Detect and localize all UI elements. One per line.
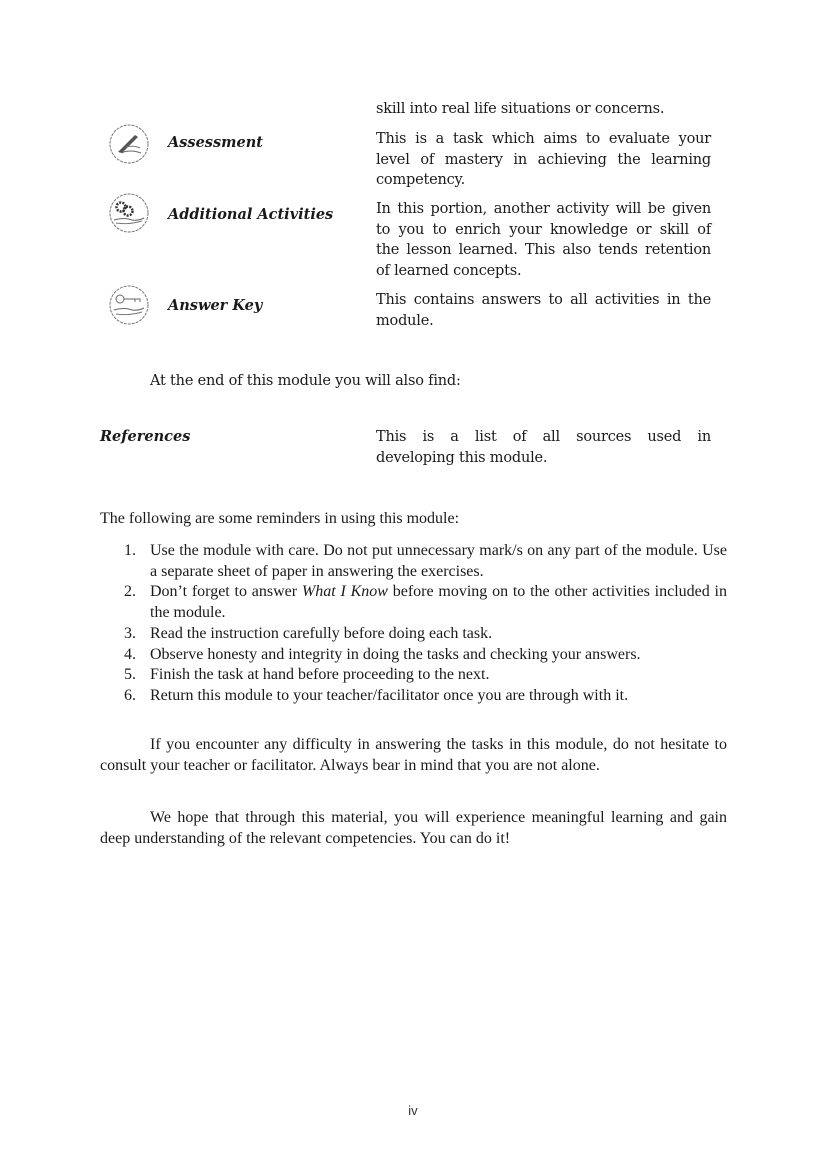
- key-in-hand-icon: [108, 284, 150, 326]
- section-description: This is a task which aims to evaluate your level of mastery in achieving the learning competency.: [376, 131, 711, 188]
- closing-paragraph-difficulty: If you encounter any difficulty in answering the tasks in this module, do not hesitate to consult your teacher or facilitator. Always bear in mind that you are not alone.: [100, 736, 727, 774]
- references-description: This is a list of all sources used in developing this module.: [376, 429, 711, 466]
- list-item: 4. Observe honesty and integrity in doing the tasks and checking your answers.: [124, 645, 641, 663]
- writing-hand-icon: [108, 123, 150, 165]
- section-label: Additional Activities: [168, 206, 334, 223]
- list-item: 5. Finish the task at hand before proceeding to the next.: [124, 666, 490, 684]
- section-description: In this portion, another activity will be given to you to enrich your knowledge or skill of the lesson learned. This also tends retention of learned concepts.: [376, 201, 711, 279]
- section-description: This contains answers to all activities in the module.: [376, 292, 711, 329]
- section-assessment: [100, 120, 727, 190]
- list-item: 3. Read the instruction carefully before doing each task.: [124, 624, 493, 642]
- reminders-list: [100, 541, 727, 707]
- section-references: [100, 427, 727, 477]
- gears-in-hand-icon: [108, 192, 150, 234]
- end-intro: At the end of this module you will also find:: [150, 373, 461, 389]
- section-additional-activities: [100, 191, 727, 281]
- page-number: iv: [408, 1103, 418, 1118]
- list-item: 2. Don’t forget to answer What I Know before moving on to the other activities included in the module.: [124, 583, 727, 622]
- previous-section-continuation: skill into real life situations or concerns.: [376, 101, 665, 117]
- list-item: 1. Use the module with care. Do not put unnecessary mark/s on any part of the module. Use a separate sheet of paper in answering the exercises.: [124, 542, 727, 580]
- section-label: Assessment: [168, 134, 263, 151]
- references-label: References: [100, 428, 191, 445]
- section-label: Answer Key: [168, 297, 263, 314]
- list-item: 6. Return this module to your teacher/facilitator once you are through with it.: [124, 686, 629, 704]
- reminders-intro: The following are some reminders in using this module:: [100, 510, 460, 527]
- section-answer-key: [100, 282, 727, 332]
- emphasis-what-i-know: What I Know: [301, 583, 388, 601]
- closing-paragraph-hope: We hope that through this material, you will experience meaningful learning and gain deep understanding of the relevant competencies. You can do it!: [100, 809, 727, 847]
